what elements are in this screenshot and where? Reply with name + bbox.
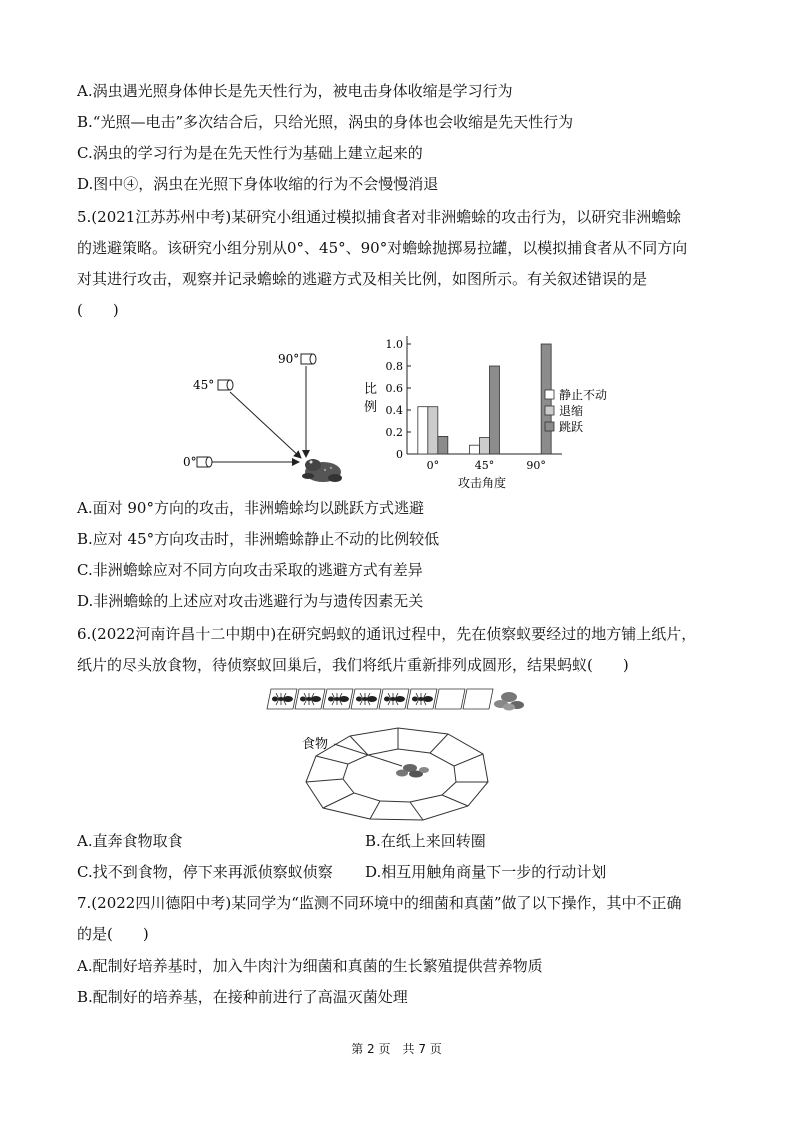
can-icon-0 <box>197 457 212 467</box>
legend-swatch <box>545 422 554 431</box>
q6-option-a: A.直奔食物取食 <box>77 832 183 850</box>
q5-option-d: D.非洲蟾蜍的上述应对攻击逃避行为与遗传因素无关 <box>77 592 424 610</box>
bar <box>438 436 448 454</box>
q4-option-d: D.图中④，涡虫在光照下身体收缩的行为不会慢慢消退 <box>77 175 439 193</box>
y-tick-label: 0.4 <box>385 404 403 417</box>
q7-option-b: B.配制好的培养基，在接种前进行了高温灭菌处理 <box>77 988 408 1006</box>
legend-label: 静止不动 <box>559 388 608 402</box>
q4-option-c: C.涡虫的学习行为是在先天性行为基础上建立起来的 <box>77 144 423 162</box>
bar <box>428 407 438 454</box>
can-icon-45 <box>218 380 233 390</box>
q5-answer-blank: ( ) <box>77 301 119 319</box>
y-tick-label: 0.6 <box>385 382 403 395</box>
y-tick-label: 1.0 <box>385 338 403 351</box>
legend-label: 跳跃 <box>559 420 584 434</box>
x-axis-title: 攻击角度 <box>457 476 507 490</box>
y-tick-label: 0 <box>396 448 403 461</box>
q5-stem-line3: 对其进行攻击，观察并记录蟾蜍的逃避方式及相关比例，如图所示。有关叙述错误的是 <box>77 270 648 288</box>
y-tick-label: 0.2 <box>385 426 403 439</box>
legend-label: 退缩 <box>559 404 584 418</box>
q6-stem-line1: 6.(2022河南许昌十二中期中)在研究蚂蚁的通讯过程中，先在侦察蚁要经过的地方铺上纸片， <box>77 625 697 643</box>
angle-0-label: 0° <box>183 455 197 469</box>
food-pile-icon <box>494 692 524 711</box>
q7-stem-line1: 7.(2022四川德阳中考)某同学为“监测不同环境中的细菌和真菌”做了以下操作，其中不正确 <box>77 894 682 912</box>
q7-stem-line2: 的是( ) <box>77 925 149 943</box>
ant-paper-strip-figure <box>265 685 530 715</box>
angle-45-label: 45° <box>193 378 215 392</box>
y-tick-label: 0.8 <box>385 360 403 373</box>
legend-swatch <box>545 390 554 399</box>
paper-ring-figure <box>298 722 498 827</box>
q6-stem-line2: 纸片的尽头放食物，待侦察蚁回巢后，我们将纸片重新排列成圆形，结果蚂蚁( ) <box>77 656 629 674</box>
bar <box>418 407 428 454</box>
q6-option-b: B.在纸上来回转圈 <box>365 832 486 850</box>
q5-option-a: A.面对 90°方向的攻击，非洲蟾蜍均以跳跃方式逃避 <box>77 499 424 517</box>
y-axis-label-char-2: 例 <box>364 400 378 415</box>
toad-icon <box>302 459 342 482</box>
x-tick-label: 90° <box>526 459 546 472</box>
q4-option-b: B.“光照—电击”多次结合后，只给光照，涡虫的身体也会收缩是先天性行为 <box>77 113 574 131</box>
q5-option-b: B.应对 45°方向攻击时，非洲蟾蜍静止不动的比例较低 <box>77 530 440 548</box>
paper-piece <box>435 689 465 709</box>
q4-option-a: A.涡虫遇光照身体伸长是先天性行为，被电击身体收缩是学习行为 <box>77 82 513 100</box>
attack-direction-figure <box>175 340 355 495</box>
q5-option-c: C.非洲蟾蜍应对不同方向攻击采取的逃避方式有差异 <box>77 561 423 579</box>
food-label: 食物 <box>302 737 329 752</box>
x-tick-label: 0° <box>426 459 440 472</box>
q6-option-c: C.找不到食物，停下来再派侦察蚁侦察 <box>77 863 333 881</box>
bar <box>480 438 490 455</box>
bar <box>490 366 500 454</box>
page-footer: 第 2 页 共 7 页 <box>351 1042 442 1056</box>
bar <box>470 445 480 454</box>
q5-stem-line2: 的逃避策略。该研究小组分别从0°、45°、90°对蟾蜍抛掷易拉罐，以模拟捕食者从不同方向 <box>77 239 688 257</box>
x-tick-label: 45° <box>474 459 495 472</box>
q5-stem-line1: 5.(2021江苏苏州中考)某研究小组通过模拟捕食者对非洲蟾蜍的攻击行为，以研究非洲蟾蜍 <box>77 208 682 226</box>
legend-swatch <box>545 406 554 415</box>
q6-option-d: D.相互用触角商量下一步的行动计划 <box>365 863 607 881</box>
paper-piece <box>463 689 493 709</box>
q7-option-a: A.配制好培养基时，加入牛肉汁为细菌和真菌的生长繁殖提供营养物质 <box>77 957 543 975</box>
escape-behavior-bar-chart <box>355 332 625 497</box>
angle-90-label: 90° <box>278 352 300 366</box>
can-icon-90 <box>301 354 316 364</box>
y-axis-label-char-1: 比 <box>364 382 378 397</box>
